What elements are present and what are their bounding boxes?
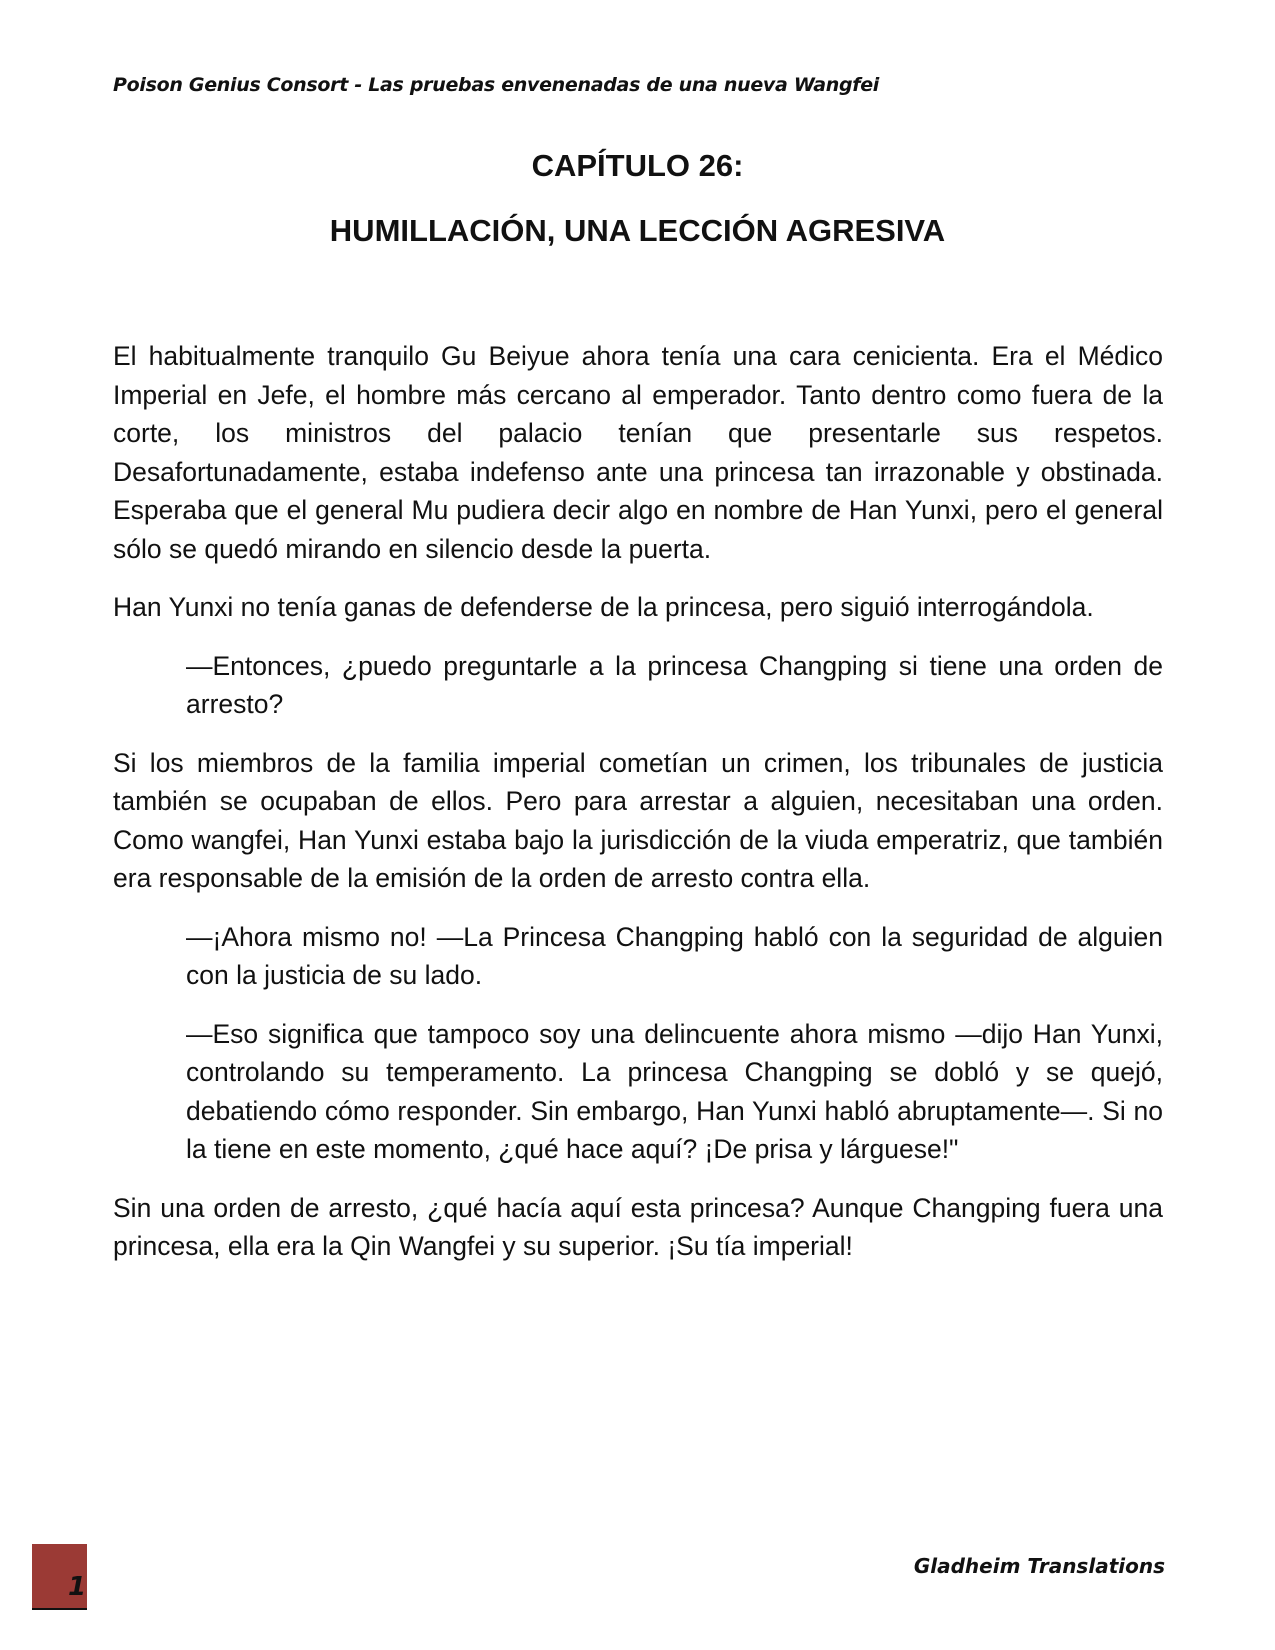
dialogue-paragraph: —Eso significa que tampoco soy una delincuente ahora mismo —dijo Han Yunxi, controlando su temperamento. La princesa Changping se dobló y se quejó, debatiendo cómo responder. Sin embargo, Han Yunxi habló abruptamente—. Si no la tiene en este momento, ¿qué hace aquí? ¡De prisa y lárguese!"	[186, 1018, 1163, 1164]
dialogue-paragraph: —¡Ahora mismo no! —La Princesa Changping habló con la seguridad de alguien con la justicia de su lado.	[186, 921, 1163, 990]
dialogue-paragraph: —Entonces, ¿puedo preguntarle a la princesa Changping si tiene una orden de arresto?	[186, 650, 1163, 719]
paragraph: El habitualmente tranquilo Gu Beiyue ahora tenía una cara cenicienta. Era el Médico Imperial en Jefe, el hombre más cercano al emperador. Tanto dentro como fuera de la corte, los ministros del palacio tenían que presentarle sus respetos. Desafortunadamente, estaba indefenso ante una princesa tan irrazonable y obstinada. Esperaba que el general Mu pudiera decir algo en nombre de Han Yunxi, pero el general sólo se quedó mirando en silencio desde la puerta.	[113, 341, 1163, 564]
paragraph: Han Yunxi no tenía ganas de defenderse de la princesa, pero siguió interrogándola.	[113, 592, 1094, 622]
chapter-body	[113, 337, 1163, 1286]
page-number-underline	[32, 1608, 87, 1610]
chapter-number: CAPÍTULO 26:	[531, 148, 744, 183]
chapter-title: HUMILLACIÓN, UNA LECCIÓN AGRESIVA	[329, 213, 946, 248]
paragraph: Si los miembros de la familia imperial cometían un crimen, los tribunales de justicia también se ocupaban de ellos. Pero para arrestar a alguien, necesitaban una orden. Como wangfei, Han Yunxi estaba bajo la jurisdicción de la viuda emperatriz, que también era responsable de la emisión de la orden de arresto contra ella.	[113, 747, 1163, 893]
page-number: 1	[68, 1572, 87, 1602]
translator-credit: Gladheim Translations	[913, 1554, 1165, 1578]
running-header: Poison Genius Consort - Las pruebas envenenadas de una nueva Wangfei	[113, 74, 880, 96]
paragraph: Sin una orden de arresto, ¿qué hacía aquí esta princesa? Aunque Changping fuera una princesa, ella era la Qin Wangfei y su superior. ¡Su tía imperial!	[113, 1192, 1163, 1261]
